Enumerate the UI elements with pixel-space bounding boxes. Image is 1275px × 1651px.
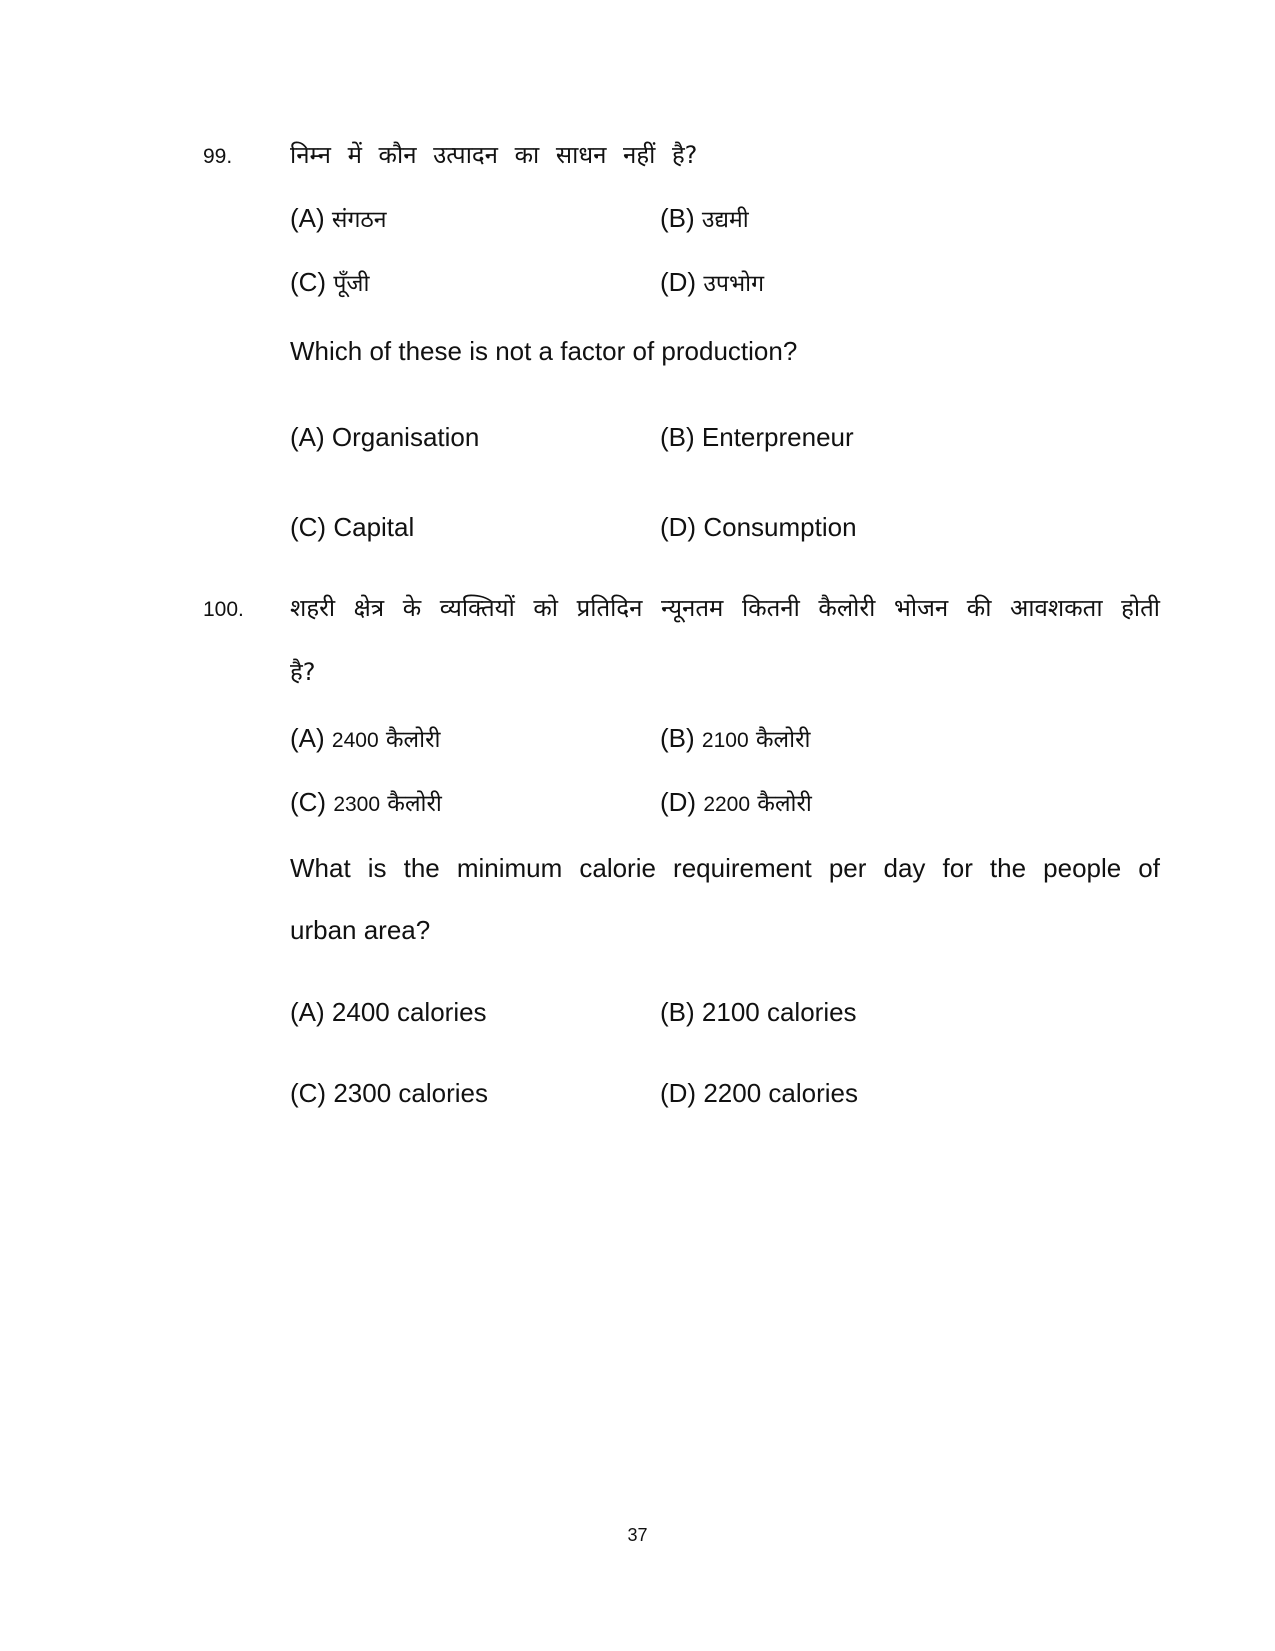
option-letter: (A) [290, 723, 325, 753]
option-text: 2200 calories [703, 1078, 858, 1108]
option-number: 2100 [701, 729, 749, 752]
option-text: उद्यमी [701, 207, 749, 233]
question-number: 100. [203, 598, 244, 621]
option-c-english [290, 512, 414, 543]
option-letter: (B) [660, 997, 695, 1027]
option-letter: (C) [290, 787, 327, 817]
option-letter: (B) [660, 422, 695, 452]
question-text-hindi-line1: शहरी क्षेत्र के व्यक्तियों को प्रतिदिन न्यूनतम कितनी कैलोरी भोजन की आवशकता होती [290, 594, 1160, 622]
option-a-hindi [290, 202, 387, 234]
option-number: 2400 [331, 729, 379, 752]
option-unit: कैलोरी [755, 727, 811, 753]
option-text: Organisation [331, 422, 480, 452]
option-number: 2300 [333, 793, 381, 816]
option-text: 2100 calories [701, 997, 857, 1027]
option-d-hindi [660, 786, 812, 818]
option-letter: (C) [290, 512, 327, 542]
question-text-english-line2: urban area? [290, 915, 431, 945]
question-text-hindi-line2: है? [290, 658, 316, 686]
option-d-english [660, 1078, 858, 1109]
option-letter: (C) [290, 267, 327, 297]
option-text: Consumption [703, 512, 857, 542]
option-c-english [290, 1078, 488, 1109]
option-letter: (A) [290, 203, 325, 233]
option-letter: (D) [660, 787, 697, 817]
option-text: Capital [333, 512, 415, 542]
option-letter: (B) [660, 723, 695, 753]
option-c-hindi [290, 786, 442, 818]
option-a-english [290, 422, 479, 453]
option-letter: (A) [290, 422, 325, 452]
option-b-hindi [660, 202, 749, 234]
option-a-english [290, 997, 487, 1028]
option-text: पूँजी [333, 271, 370, 297]
option-unit: कैलोरी [387, 791, 442, 817]
option-b-hindi [660, 722, 810, 754]
question-number: 99. [203, 145, 233, 168]
option-letter: (C) [290, 1078, 327, 1108]
option-text: Enterpreneur [701, 422, 854, 452]
option-text: 2300 calories [333, 1078, 488, 1108]
option-c-hindi [290, 266, 369, 298]
option-text: संगठन [331, 207, 387, 233]
option-letter: (D) [660, 267, 697, 297]
option-a-hindi [290, 722, 440, 754]
option-letter: (D) [660, 512, 697, 542]
question-text-hindi: निम्न में कौन उत्पादन का साधन नहीं है? [290, 141, 698, 169]
question-text-english-line1: What is the minimum calorie requirement per day for the people of [290, 853, 1160, 883]
option-letter: (A) [290, 997, 325, 1027]
option-text: उपभोग [703, 271, 765, 297]
option-unit: कैलोरी [385, 727, 441, 753]
option-b-english [660, 422, 854, 453]
option-d-hindi [660, 266, 764, 298]
option-letter: (B) [660, 203, 695, 233]
option-unit: कैलोरी [757, 791, 812, 817]
option-d-english [660, 512, 857, 543]
option-text: 2400 calories [331, 997, 487, 1027]
option-number: 2200 [703, 793, 751, 816]
option-letter: (D) [660, 1078, 697, 1108]
page-number: 37 [627, 1525, 648, 1545]
option-b-english [660, 997, 857, 1028]
question-text-english: Which of these is not a factor of production? [290, 336, 798, 366]
